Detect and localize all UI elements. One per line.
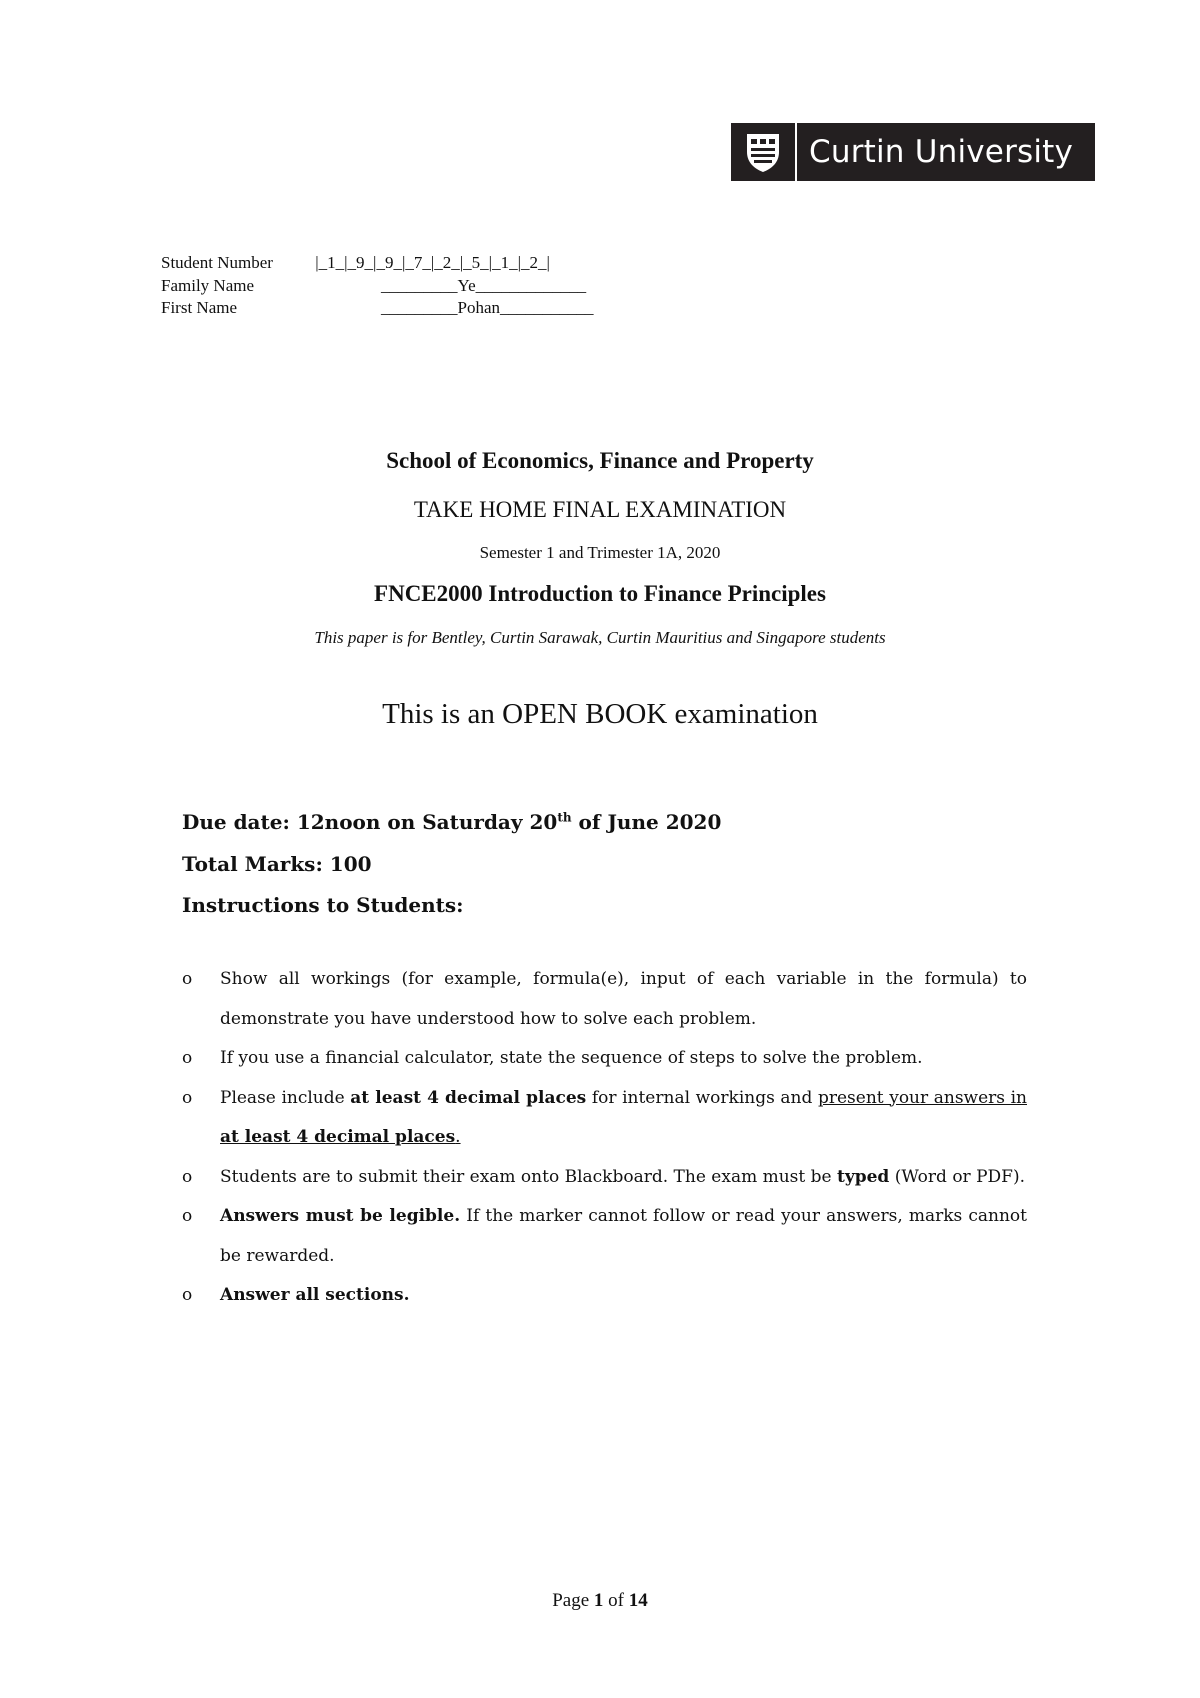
bullet-text: Answer all sections.: [220, 1285, 410, 1305]
bullet-marker: o: [182, 1048, 193, 1068]
bullet-marker: o: [182, 1285, 193, 1305]
bullet-text: If you use a financial calculator, state the sequence of steps to solve the problem.: [220, 1048, 923, 1068]
bullet-text: Show all workings (for example, formula(e), input of each variable in the formula) to demonstrate you have understood how to solve each problem.: [220, 969, 1027, 1029]
student-number-label: Student Number: [161, 253, 273, 272]
list-item: [182, 1197, 1027, 1276]
page-total: 14: [628, 1590, 648, 1611]
list-item: [182, 1039, 1027, 1079]
shield-icon: [731, 123, 797, 181]
bullet-marker: o: [182, 1087, 193, 1108]
list-item: [182, 1158, 1027, 1198]
due-date-suffix: of June 2020: [571, 810, 722, 834]
list-item: [182, 1276, 1027, 1316]
student-number-value: |_1_|_9_|_9_|_7_|_2_|_5_|_1_|_2_|: [311, 253, 550, 272]
page-footer: [0, 1590, 1200, 1612]
bullet-marker: o: [182, 1166, 193, 1187]
list-item: [182, 960, 1027, 1039]
first-name-value: _________Pohan___________: [381, 298, 594, 317]
logo-text: Curtin University: [809, 134, 1074, 170]
curtin-logo: [731, 123, 1095, 181]
unit-title: FNCE2000 Introduction to Finance Principles: [374, 581, 826, 606]
bullet-text: Please include at least 4 decimal places for internal workings and present your answers in at least 4 decimal places.: [220, 1087, 1027, 1147]
semester-line: Semester 1 and Trimester 1A, 2020: [479, 543, 721, 562]
page-word: Page: [552, 1590, 594, 1611]
bullet-marker: o: [182, 1206, 193, 1226]
school-title: School of Economics, Finance and Property: [386, 448, 814, 473]
list-item: [182, 1079, 1027, 1158]
student-details: [161, 252, 594, 320]
bullet-text: Answers must be legible. If the marker cannot follow or read your answers, marks cannot be rewarded.: [220, 1206, 1027, 1266]
total-marks: Total Marks: 100: [182, 852, 372, 876]
family-name-value: _________Ye_____________: [381, 275, 587, 295]
due-date: [182, 810, 721, 834]
student-number-row: [161, 252, 594, 275]
of-word: of: [603, 1590, 629, 1611]
paper-note: This paper is for Bentley, Curtin Sarawak, Curtin Mauritius and Singapore students: [314, 628, 886, 647]
family-name-row: [161, 275, 594, 298]
instructions-heading: Instructions to Students:: [182, 893, 464, 917]
page-number: 1: [593, 1590, 604, 1611]
due-date-sup: th: [557, 810, 572, 825]
instructions-list: [182, 960, 1027, 1316]
first-name-row: [161, 297, 594, 320]
due-date-prefix: Due date: 12noon on Saturday 20: [182, 810, 558, 834]
bullet-marker: o: [182, 969, 193, 989]
bullet-text: Students are to submit their exam onto Blackboard. The exam must be typed (Word or PDF).: [220, 1166, 1025, 1187]
first-name-label: First Name: [161, 298, 238, 317]
exam-title: TAKE HOME FINAL EXAMINATION: [413, 497, 787, 522]
open-book-notice: This is an OPEN BOOK examination: [382, 698, 818, 730]
family-name-label: Family Name: [161, 275, 255, 295]
